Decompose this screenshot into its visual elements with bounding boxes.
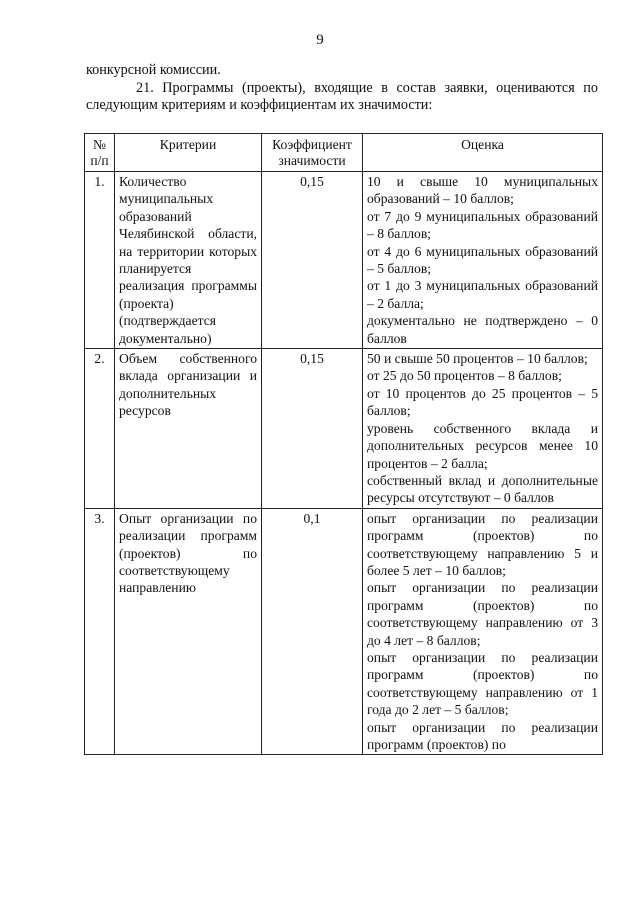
- grade-item: от 7 до 9 муниципальных образований – 8 баллов;: [367, 208, 598, 242]
- row-grade: [363, 172, 603, 349]
- grade-item: опыт организации по реализации программ (проектов) по соответствующему направлению от 1 года до 2 лет – 5 баллов;: [367, 649, 598, 718]
- page-number: 9: [316, 32, 324, 48]
- grade-item: опыт организации по реализации программ (проектов) по соответствующему направлению 5 и более 5 лет – 10 баллов;: [367, 510, 598, 578]
- grade-item: 10 и свыше 10 муниципальных образований – 10 баллов;: [367, 174, 598, 207]
- grade-list: [367, 173, 598, 347]
- grade-item: опыт организации по реализации программ (проектов) по соответствующему направлению от 3 до 4 лет – 8 баллов;: [367, 580, 598, 648]
- table-row: [85, 172, 603, 349]
- grade-item: от 4 до 6 муниципальных образований – 5 баллов;: [367, 243, 598, 277]
- grade-list: [367, 350, 598, 507]
- row-num: 2.: [85, 349, 115, 509]
- table-row: [85, 508, 603, 755]
- row-criteria: Объем собственного вклада организации и дополнительных ресурсов: [115, 349, 262, 509]
- grade-item: от 25 до 50 процентов – 8 баллов;: [367, 368, 562, 384]
- row-criteria: Опыт организации по реализации программ (проектов) по соответствующему направлению: [115, 508, 262, 755]
- grade-item: 50 и свыше 50 процентов – 10 баллов;: [367, 351, 588, 367]
- header-num: № п/п: [85, 134, 115, 172]
- intro-text: [86, 62, 598, 115]
- grade-item: собственный вклад и дополнительные ресурсы отсутствуют – 0 баллов: [367, 472, 598, 506]
- table-header-row: [85, 134, 603, 172]
- grade-item: от 1 до 3 муниципальных образований – 2 балла;: [367, 278, 598, 311]
- row-grade: [363, 508, 603, 755]
- row-criteria: Количество муниципальных образований Челябинской области, на территории которых планируется реализация программы (проекта) (подтверждается документально): [115, 172, 262, 349]
- grade-item: от 10 процентов до 25 процентов – 5 баллов;: [367, 385, 598, 419]
- criteria-table: [84, 133, 603, 755]
- header-grade: Оценка: [363, 134, 603, 172]
- row-num: 3.: [85, 508, 115, 755]
- row-coefficient: 0,15: [262, 172, 363, 349]
- row-coefficient: 0,1: [262, 508, 363, 755]
- row-grade: [363, 349, 603, 509]
- header-criteria: Критерии: [115, 134, 262, 172]
- grade-item: документально не подтверждено – 0 баллов: [367, 313, 598, 346]
- grade-item: опыт организации по реализации программ (проектов) по: [367, 719, 598, 752]
- row-num: 1.: [85, 172, 115, 349]
- intro-paragraph: 21. Программы (проекты), входящие в состав заявки, оцениваются по следующим критериям и коэффициентам их значимости:: [86, 79, 598, 113]
- row-coefficient: 0,15: [262, 349, 363, 509]
- table-row: [85, 349, 603, 509]
- grade-list: [367, 510, 598, 754]
- header-coefficient: Коэффициент значимости: [262, 134, 363, 172]
- intro-line: конкурсной комиссии.: [86, 62, 221, 78]
- grade-item: уровень собственного вклада и дополнительных ресурсов менее 10 процентов – 2 балла;: [367, 420, 598, 471]
